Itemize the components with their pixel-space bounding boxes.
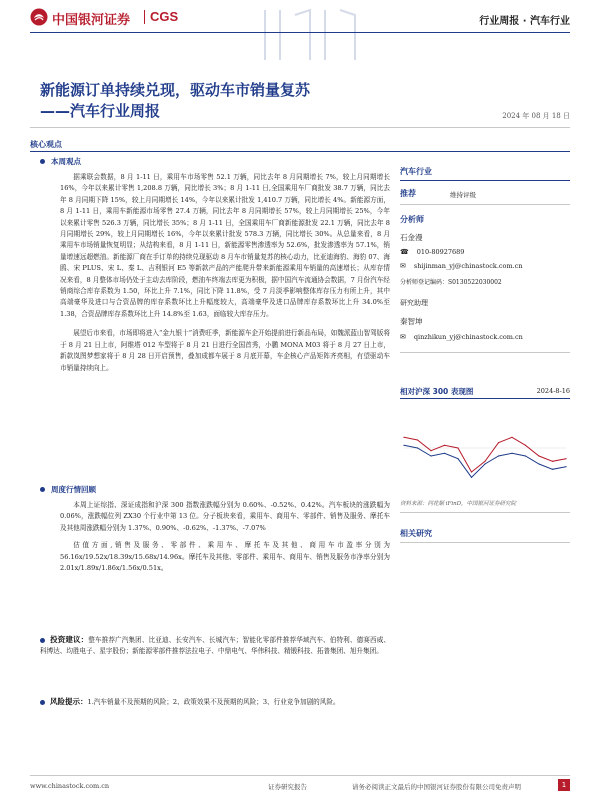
sidebar-rule [400,352,570,353]
analyst-cert: 分析师登记编码：S0130522030002 [400,279,502,286]
brand-name-en: CGS [150,9,179,24]
report-date: 2024 年 08 月 18 日 [502,112,570,120]
chart-point-0-8 [511,437,512,438]
chart-point-0-4 [457,447,458,448]
bullet-icon [40,700,45,705]
chart-point-0-6 [484,461,485,462]
chart-date: 2024-8-16 [536,387,570,395]
analyst-phone-row [400,248,464,256]
analyst-email-row[interactable] [400,262,523,270]
assistant-email-row[interactable] [400,333,523,341]
section-heading: 风险提示 [50,697,80,706]
paragraph: 展望后市来看，市场即将进入“金九银十”消费旺季，新能源车企开始提前进行新品布局，如魏派蓝山智驾版将于 8 月 21 日上市，阿维塔 012 车型将于 8 月 21 日进行全国首秀，小鹏 MONA M03 将于 8 月 27 日上市，新款岚图梦想家将于 8 月 28 日开启预售，叠加成都车展于 8 月底开幕，车企核心产品矩阵齐亮相，有望驱动车市销量持续向上。 [60,329,390,372]
chart-point-0-9 [525,445,526,446]
chart-point-1-2 [430,455,431,456]
assistant-email[interactable]: qinzhikun_yj@chinastock.com.cn [413,333,523,341]
email-icon: ✉ [400,333,406,341]
report-subtitle: ——汽车行业周报 [40,102,161,120]
paragraph: 本周上证综指、深证成指和沪深 300 指数涨跌幅分别为 0.60%、-0.52%、0.42%。汽车板块的涨跌幅为 0.06%，涨跌幅位列 ZX30 个行业中第 13 位。分子板块来看，乘用车、商用车、零部件、销售及服务、摩托车及其他周涨跌幅分别为 1.37%、0.90%、-0.62%、-1.37%、-7.07% [60,501,390,532]
report-category: 行业周报 · 汽车行业 [479,16,570,27]
section-weekly-view [40,156,390,167]
chart-point-1-11 [552,469,553,470]
chart-source: 资料来源：同花顺 iFinD，中国银河证券研究院 [400,501,517,507]
sidebar-rule [400,512,570,513]
chart-point-1-0 [403,445,404,446]
title-rule [30,127,570,128]
paragraph: 1.汽车销量不及预期的风险；2、政策效果不及预期的风险；3、行业竞争加剧的风险。 [87,698,340,706]
email-icon: ✉ [400,262,406,270]
footer-website[interactable]: www.chinastock.com.cn [30,782,110,790]
chart-point-0-1 [417,439,418,440]
brand-logo [30,8,48,26]
sidebar-rule [400,180,570,181]
core-view-label: 核心观点 [30,140,62,149]
chart-point-1-7 [498,455,499,456]
report-title: 新能源订单持续兑现，驱动车市销量复苏 [40,81,311,99]
risk-warning: 风险提示：1.汽车销量不及预期的风险；2、政策效果不及预期的风险；3、行业竞争加剧的风险。 [40,696,390,708]
paragraph: 整车推荐广汽集团、比亚迪、长安汽车、长城汽车；智能化零部件推荐华域汽车、伯特利、德赛西威、科博达、均胜电子、星宇股份；新能源零部件推荐法拉电子、中鼎电气、华伟科技、精锻科技、拓普集团、旭升集团。 [40,636,391,656]
brand-name-cn: 中国银河证券 [52,13,131,28]
assistant-name: 秦智坤 [400,317,423,326]
chart-point-1-5 [471,477,472,478]
chart-point-0-12 [565,458,566,459]
analyst-heading: 分析师 [400,215,424,224]
chart-title: 相对沪深 300 表现图 [400,387,474,396]
performance-chart [400,404,570,492]
chart-point-1-4 [457,458,458,459]
analyst-name: 石金漫 [400,233,423,242]
bullet-icon [40,638,45,643]
chart-point-1-3 [444,453,445,454]
chart-point-0-10 [538,455,539,456]
page-number: 1 [561,781,567,789]
chart-point-0-5 [471,471,472,472]
chart-point-0-0 [403,437,404,438]
rating-label: 推荐 [400,189,416,198]
chart-point-0-3 [444,445,445,446]
industry-name: 汽车行业 [400,167,432,176]
chart-point-0-11 [552,461,553,462]
chart-point-1-1 [417,447,418,448]
chart-point-0-7 [498,442,499,443]
section-heading: 本周观点 [51,157,81,166]
analyst-email[interactable]: shijinman_yj@chinastock.com.cn [413,262,523,270]
chart-point-1-9 [525,455,526,456]
page-number-box [558,779,570,791]
section-heading: 投资建议 [50,635,81,644]
chart-point-1-6 [484,463,485,464]
related-research-heading: 相关研究 [400,529,432,538]
phone-icon: ☎ [400,248,409,256]
footer-disclaimer: 请务必阅读正文最后的中国银河证券股份有限公司免责声明 [352,783,521,791]
watermark-decoration [260,5,370,65]
core-view-rule [30,151,570,152]
sidebar [400,156,570,746]
chart-point-0-2 [430,450,431,451]
brand-emblem-icon [30,8,48,26]
footer-center: 证券研究报告 [268,783,307,791]
rating-value: 维持评级 [450,191,476,199]
analyst-phone: 010-80927689 [416,248,465,256]
chart-rule [400,398,570,399]
assistant-heading: 研究助理 [400,299,428,307]
chart-point-1-10 [538,463,539,464]
main-column [40,156,390,756]
investment-advice: 投资建议：整车推荐广汽集团、比亚迪、长安汽车、长城汽车；智能化零部件推荐华域汽车、伯特利、德赛西威、科博达、均胜电子、星宇股份；新能源零部件推荐法拉电子、中鼎电气、华伟科技、精锻科技、拓普集团、旭升集团。 [40,635,391,656]
bullet-icon [40,159,45,164]
paragraph: 据乘联会数据，8 月 1-11 日，乘用车市场零售 52.1 万辆，同比去年 8 月同期增长 7%，较上月同期增长 16%，今年以来累计零售 1,208.8 万辆，同比增长 3%；8 月 1-11 日,全国乘用车厂商批发 38.7 万辆，同比去年 8 月同期下降 15%，较上月同期增长 14%，今年以来累计批发 1,410.7 万辆，同比增长 4%。新能源方面，8 月 1-11 日，乘用车新能源市场零售 27.4 万辆，同比去年 8 月同期增长 57%，较上月同期增长 25%，今年以来累计零售 526.3 万辆，同比增长 35%；8 月 1-11 日，全国乘用车厂商新能源批发 22.1 万辆，同比去年 8 月同期增长 29%，较上月同期增长 16%，今年以来累计批发 578.3 万辆，同比增长 30%。从总量来看，8 月乘用车市场销量恢复明显；从结构来看，8 月 1-11 日，新能源零售渗透率为 52.6%，批发渗透率为 57.1%，销量增速远超燃油。新能源厂商在手订单的持续兑现驱动 8 月车市销量复苏的核心动力，比亚迪海豹、海豹 07、海鸥、宋 PLUS、宋 L、秦 L、吉利银河 E5 等新款产品的产能爬升带来新能源乘用车销量的高速增长；从库存情况来看，8 月整体市场仍处于主动去库阶段，燃油车终端去库更为积极，据中国汽车流通协会数据，7 月份汽车经销商综合库存系数为 1.50，环比上升 7.1%，同比下降 11.8%，受 7 月淡季影响整体库存压力有所上升，其中高端豪华及进口与合资品牌的库存系数环比上升幅度较大，高端豪华及进口品牌库存系数环比上升 34.0%至 1.38，合资品牌库存系数环比上升 14.8%至 1.63，面临较大库存压力。 [60,173,390,318]
sidebar-rule [400,204,570,205]
footer-rule [30,775,570,776]
bullet-icon [40,487,45,492]
logo-divider [144,10,145,24]
section-heading: 周度行情回顾 [51,485,96,494]
chart-point-1-8 [511,453,512,454]
chart-point-1-12 [565,466,566,467]
paragraph: 估值方面,销售及服务、零部件、乘用车、摩托车及其他、商用车市盈率分别为 56.16x/19.52x/18.39x/15.68x/14.96x。摩托车及其他、零部件、乘用车、商用车、销售及服务市净率分别为 2.01x/1.89x/1.86x/1.56x/0.51x。 [60,541,390,573]
section-market-review [40,484,390,495]
sidebar-rule [400,542,570,543]
